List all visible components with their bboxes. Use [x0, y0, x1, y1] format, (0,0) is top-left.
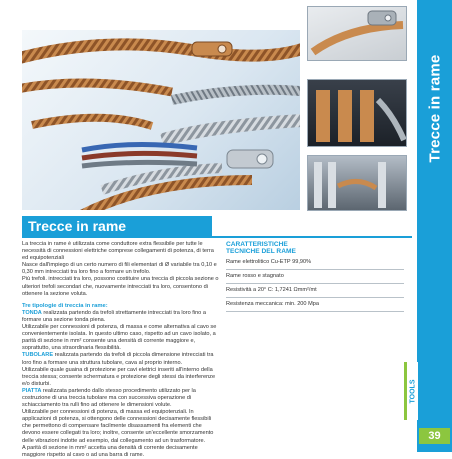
braid-installation-photo	[307, 79, 407, 147]
intro-paragraph: Nasce dall'impiego di un certo numero di fili elementari di Ø variabile tra 0,10 e 0,30 mm intrecciati tra loro fino a formare un trefolo.	[22, 262, 217, 276]
spec-row: Resistenza meccanica: min. 200 Mpa	[226, 301, 404, 312]
page-number: 39	[419, 428, 450, 444]
spec-row: Rame elettrolitico Cu-ETP 99,90%	[226, 259, 404, 270]
type-piatta-usage: Utilizzabile per connessioni di potenza, di massa ed equipotenziali. In applicazioni di potenza, si ottengono delle connessioni decisamente flessibili che permettono di compensare facilmente disassamenti fra elementi che devono essere collegati tra loro; inoltre, consente un'eccellente smorzamento delle vibrazioni indotte ad esempio, dal collegamento ad un trasformatore.	[22, 409, 214, 444]
sidebar-tab	[417, 0, 452, 452]
term-tonda: TONDA	[22, 309, 42, 316]
specs-title: TECNICHE DEL RAME	[226, 248, 296, 256]
type-tonda-paragraph: TONDA realizzata partendo da trefoli strettamente intrecciati tra loro fino a formare una sezione tonda piena.	[22, 309, 206, 323]
hero-braids-image	[22, 30, 300, 210]
sidebar-title: Trecce in rame	[426, 54, 443, 162]
body-text	[22, 241, 220, 459]
types-heading: Tre tipologie di treccia in rame:	[22, 302, 108, 309]
spec-row: Rame rosso e stagnato	[226, 273, 404, 284]
spec-row: Resistività a 20° C: 1,7241 Ωmm²/mt	[226, 287, 404, 298]
intro-paragraph: Più trefoli. intrecciati tra loro, possono costituire una treccia di piccola sezione o ulteriori trefoli secondari che, nuovamente intrecciati tra loro, consentono di ottenere la sezione voluta.	[22, 276, 219, 297]
specs-title: CARATTERISTICHE	[226, 241, 288, 248]
section-title: Trecce in rame	[22, 216, 212, 237]
braid-terminal-photo	[307, 6, 407, 61]
brand-logo: TOOLS	[404, 362, 418, 420]
tech-specs	[226, 241, 404, 312]
intro-paragraph: La treccia in rame è utilizzata come conduttore extra flessibile per tutte le necessità di connessioni elettriche comprese collegamenti di potenza, di terra ed equipotenziali	[22, 241, 214, 262]
term-piatta: PIATTA	[22, 387, 42, 394]
braid-cabinet-photo	[307, 155, 407, 211]
term-tubolare: TUBOLARE	[22, 352, 54, 359]
type-tubolare-paragraph: TUBOLARE realizzata partendo da trefoli di piccola dimensione intrecciati tra loro fino a formare una struttura tubolare, cava al proprio interno.	[22, 352, 214, 366]
type-tubolare-usage: Utilizzabile quale guaina di protezione per cavi elettrici inseriti all'interno della treccia stessa; consente schermatura e protezione degli stessi da interferenze e/o disturbi.	[22, 366, 216, 387]
type-piatta-usage: A parità di sezione in mm² accetta una densità di corrente decisamente maggiore rispetto al cavo o ad una barra di rame.	[22, 444, 198, 458]
title-divider	[22, 236, 412, 238]
type-tonda-usage: Utilizzabile per connessioni di potenza, di massa e come alternativa al cavo se convenientemente isolata. In questo ultimo caso, rispetto ad un cavo isolato, a parità di sezione in mm² consente una densità di corrente maggiore e, soprattutto, una straordinaria flessibilità.	[22, 324, 217, 352]
type-piatta-paragraph: PIATTA realizzata partendo dallo stesso procedimento utilizzato per la costruzione di una treccia tubolare ma con successiva operazione di schiacciamento tra rulli fino ad ottenere le dimensioni volute.	[22, 387, 196, 409]
